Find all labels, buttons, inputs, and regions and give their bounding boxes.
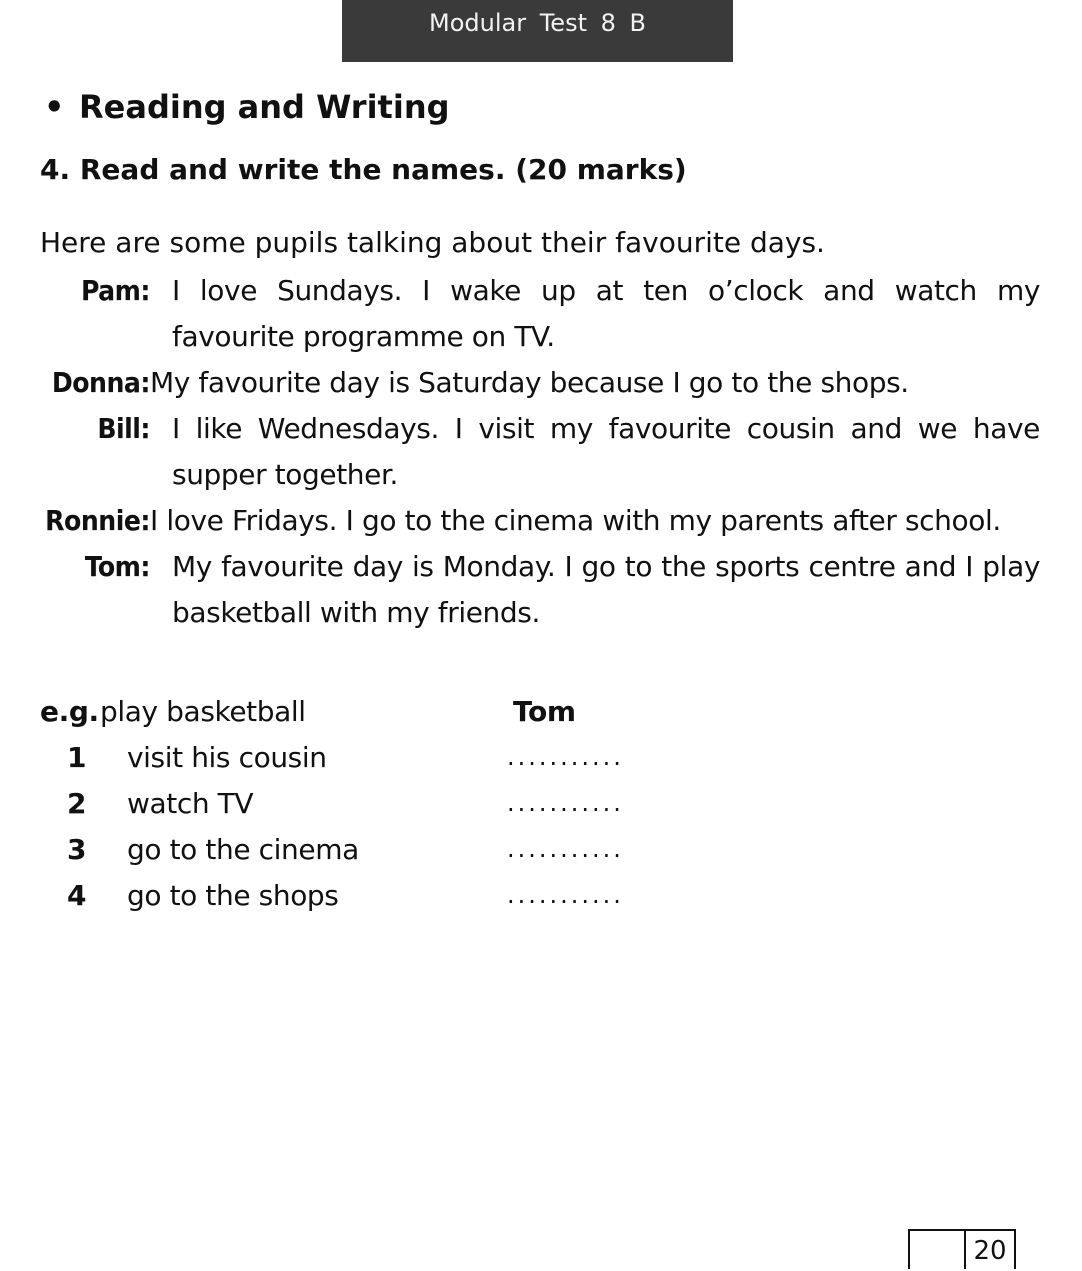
exercise-item [40,780,660,826]
speech-text: My favourite day is Saturday because I go to the shops. [150,366,909,399]
task-title: 4. Read and write the names. (20 marks) [40,153,687,186]
speech-text: I love Fridays. I go to the cinema with my parents after school. [150,504,1001,537]
speech-text: My favourite day is Monday. I go to the sports centre and I play basketball with my friends. [172,550,1040,629]
speaker-tom: Tom: [84,550,150,583]
score-box [908,1229,1016,1269]
speaker-bill: Bill: [97,412,150,445]
dialogue-line [40,498,1040,544]
exercise-item [40,734,660,780]
speech-text: I like Wednesdays. I visit my favourite cousin and we have supper together. [172,412,1040,491]
example-answer: Tom [513,694,576,728]
answer-blank[interactable]: ........... [507,881,624,909]
answer-blank[interactable]: ........... [507,789,624,817]
score-total: 20 [973,1236,1007,1266]
speaker-donna: Donna: [51,366,150,399]
section-heading [44,88,450,126]
example-row [40,688,660,734]
section-title: Reading and Writing [79,88,450,126]
item-number: 1 [67,740,87,774]
test-header-banner [342,0,733,62]
speech-text: I love Sundays. I wake up at ten o’clock and watch my favourite programme on TV. [172,274,1040,353]
dialogue-line [40,544,1040,636]
score-blank[interactable] [910,1231,966,1269]
dialogue-line [40,406,1040,498]
test-title: Modular Test 8 B [429,9,646,37]
matching-exercise [40,688,660,918]
intro-text: Here are some pupils talking about their favourite days. [40,226,825,259]
dialogue-line [40,360,1040,406]
dialogue-line [40,268,1040,360]
item-phrase: go to the cinema [127,832,359,866]
dialogue [40,268,1040,636]
item-number: 4 [67,878,87,912]
item-number: 3 [67,832,87,866]
bullet-icon: • [44,88,65,126]
example-label: e.g. [40,694,99,728]
speaker-pam: Pam: [80,274,150,307]
exercise-item [40,826,660,872]
speaker-ronnie: Ronnie: [45,504,150,537]
answer-blank[interactable]: ........... [507,835,624,863]
example-phrase: play basketball [100,694,306,728]
item-phrase: go to the shops [127,878,339,912]
item-number: 2 [67,786,87,820]
answer-blank[interactable]: ........... [507,743,624,771]
item-phrase: visit his cousin [127,740,327,774]
exercise-item [40,872,660,918]
item-phrase: watch TV [127,786,254,820]
